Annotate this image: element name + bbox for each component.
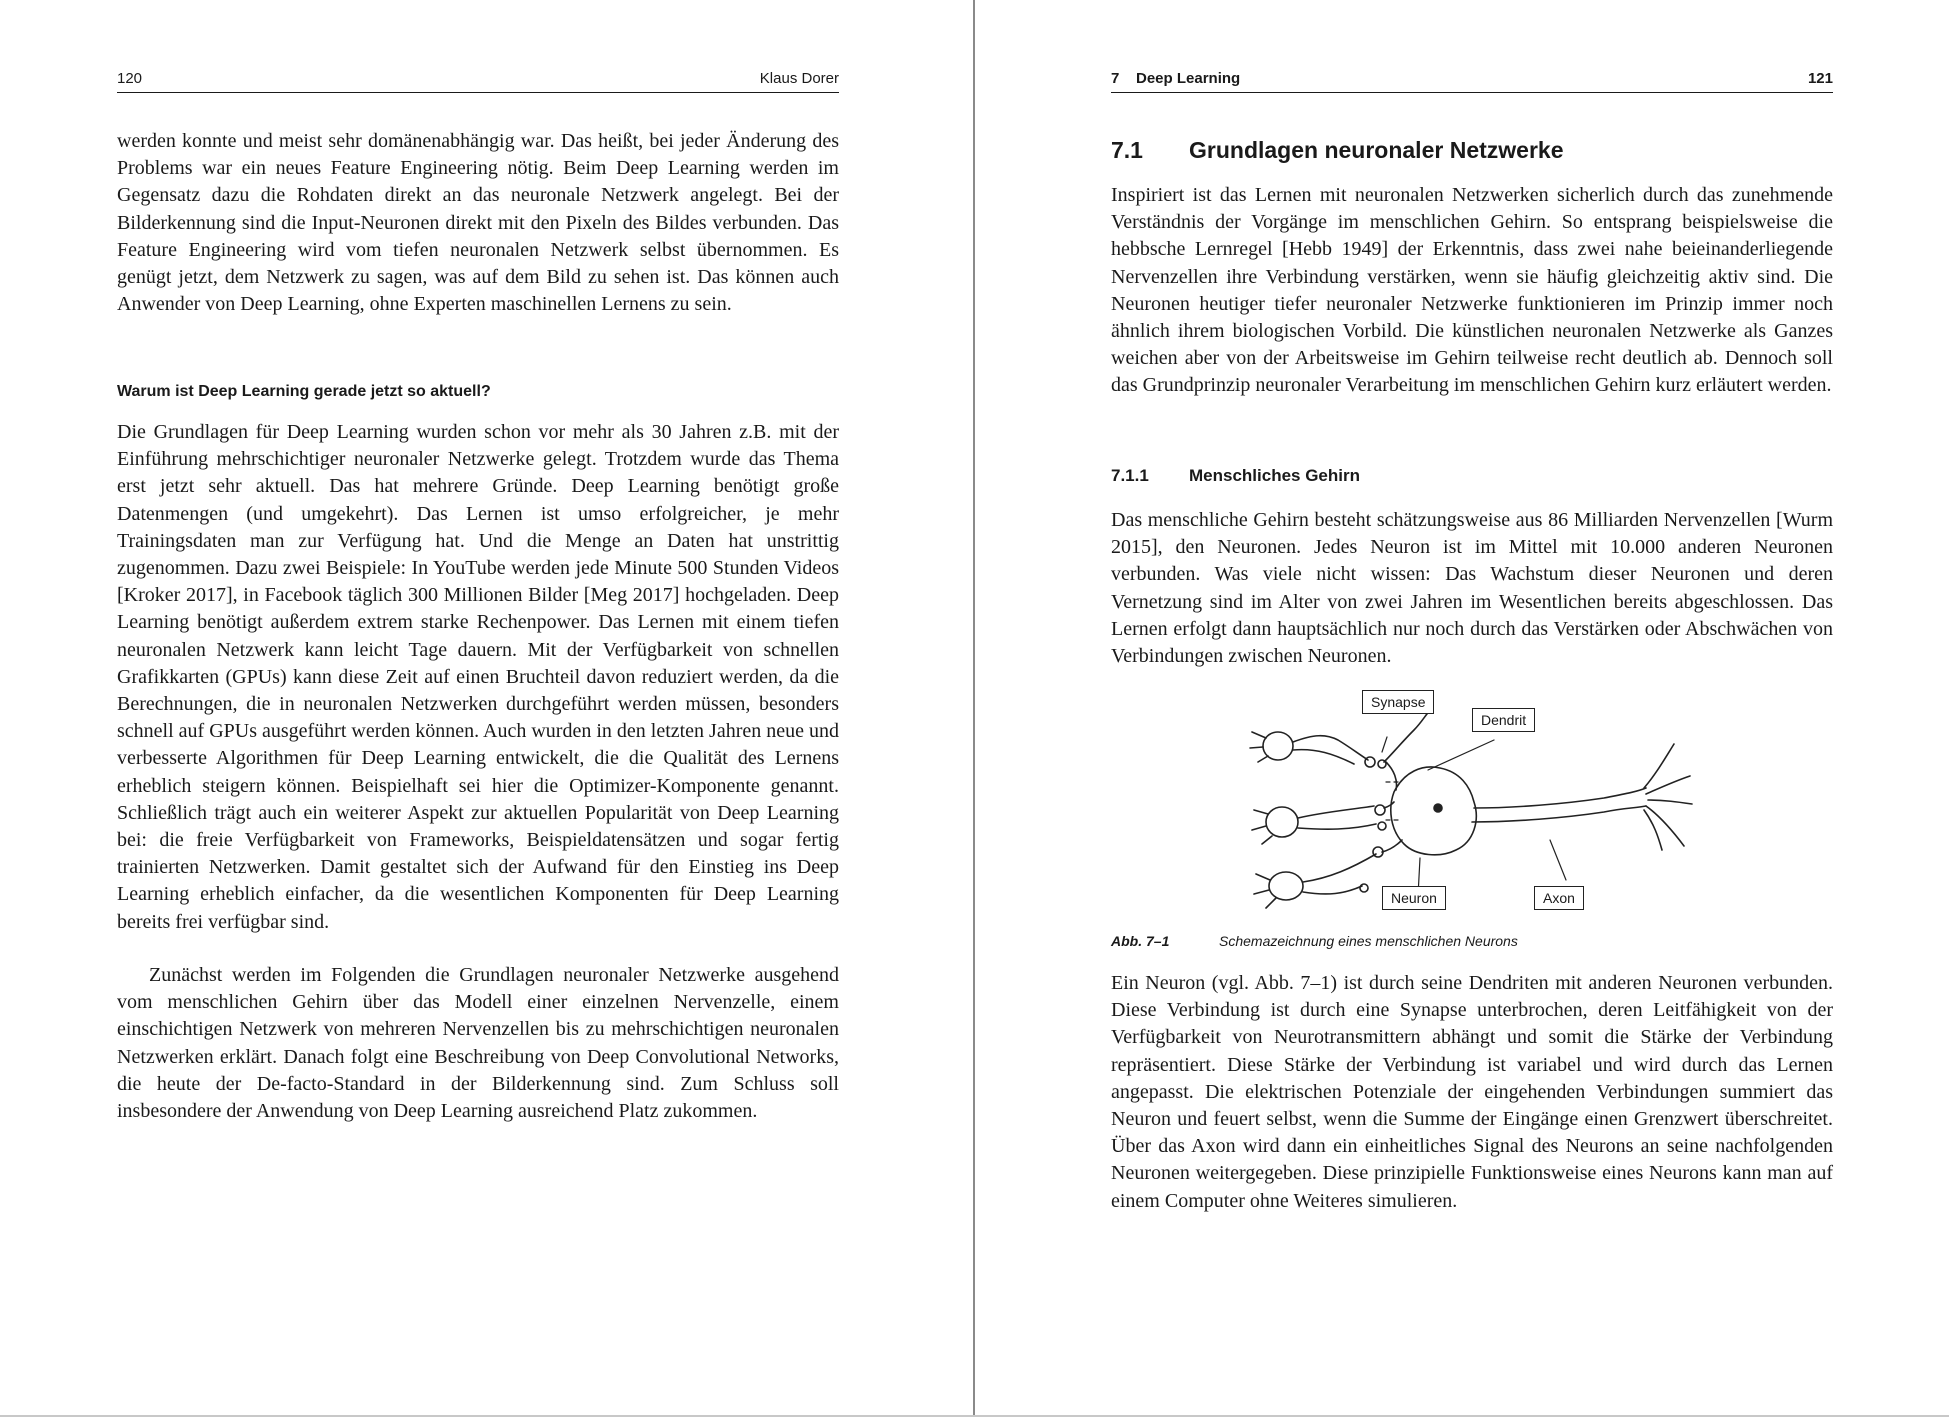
axon-label: Axon	[1534, 886, 1584, 910]
running-head-chapter	[1111, 70, 1240, 88]
left-page	[0, 0, 974, 1417]
subsection-title: Menschliches Gehirn	[1189, 466, 1360, 485]
neuron-label: Neuron	[1382, 886, 1446, 910]
subsection-heading	[1111, 465, 1360, 487]
right-paragraph-1: Inspiriert ist das Lernen mit neuronalen Netzwerken sicherlich durch das zunehmende Verständnis der Vorgänge im menschlichen Gehirn. So entsprang beispielsweise die hebbsche Lernregel [Hebb 1949] der Erkenntnis, dass zwei nahe beieinanderliegende Nervenzellen ihre Verbindung verstärken, wenn sie häufig gleichzeitig aktiv sind. Die Neuronen heutiger tiefer neuronaler Netzwerke funktionieren im Prinzip immer noch ähnlich ihrem biologischen Vorbild. Die künstlichen neuronalen Netzwerke als Ganzes weichen aber von der Arbeitsweise im Gehirn teilweise recht deutlich ab. Dennoch soll das Grundprinzip neuronaler Verarbeitung im menschlichen Gehirn kurz erläutert werden.	[1111, 184, 1833, 397]
running-head-author: Klaus Dorer	[759, 70, 839, 87]
right-page	[976, 0, 1949, 1417]
running-head-left	[117, 70, 839, 93]
neuron-sketch	[1244, 690, 1694, 920]
dendrit-label: Dendrit	[1472, 708, 1535, 732]
run-in-heading: Warum ist Deep Learning gerade jetzt so aktuell?	[117, 383, 491, 400]
left-paragraph-1: werden konnte und meist sehr domänenabhängig war. Das heißt, bei jeder Änderung des Problems war ein neues Feature Engineering nötig. Beim Deep Learning werden im Gegensatz dazu die Rohdaten direkt an das neuronale Netzwerk angelegt. Bei der Bilderkennung sind die Input-Neuronen direkt mit den Pixeln des Bildes verbunden. Das Feature Engineering wird vom tiefen neuronalen Netzwerk selbst übernommen. Es genügt jetzt, dem Netzwerk zu sagen, was auf dem Bild zu sehen ist. Das können auch Anwender von Deep Learning, ohne Experten maschinellen Lernens zu sein.	[117, 130, 839, 316]
right-paragraph-2: Das menschliche Gehirn besteht schätzungsweise aus 86 Milliarden Nervenzellen [Wurm 2015], den Neuronen. Jedes Neuron ist im Mittel mit 10.000 anderen Neuronen verbunden. Was viele nicht wissen: Das Wachstum dieser Neuronen und deren Vernetzung sind im Alter von zwei Jahren im Wesentlichen bereits abgeschlossen. Das Lernen erfolgt dann hauptsächlich nur noch durch das Verstärken oder Abschwächen von Verbindungen zwischen Neuronen.	[1111, 509, 1833, 668]
running-head-right	[1111, 70, 1833, 93]
subsection-number: 7.1.1	[1111, 466, 1149, 485]
caption-text: Schemazeichnung eines menschlichen Neurons	[1219, 933, 1518, 949]
left-paragraph-2: Die Grundlagen für Deep Learning wurden schon vor mehr als 30 Jahren z.B. mit der Einführung mehrschichtiger neuronaler Netzwerke gelegt. Trotzdem wurde das Thema erst jetzt sehr aktuell. Das hat mehrere Gründe. Deep Learning benötigt große Datenmengen (und umgekehrt). Das Lernen ist umso erfolgreicher, je mehr Trainingsdaten man zur Verfügung hat. Und die Menge an Daten hat unstrittig zugenommen. Dazu zwei Beispiele: In YouTube werden jede Minute 500 Stunden Videos [Kroker 2017], in Facebook täglich 300 Millionen Bilder [Meg 2017] hochgeladen. Deep Learning benötigt außerdem extrem starke Rechenpower. Das Lernen mit einem tiefen neuronalen Netzwerk kann leicht Tage dauern. Mit der Verfügbarkeit von schnellen Grafikkarten (GPUs) kann diese Zeit auf einen Bruchteil davon reduziert werden, da die Berechnungen, die in neuronalen Netzwerken durchgeführt werden müssen, besonders schnell auf GPUs ausgeführt werden können. Auch wurden in den letzten Jahren neue und verbesserte Algorithmen für Deep Learning entwickelt, die die Qualität des Lernens erheblich steigern können. Beispielhaft sei hier die Optimizer-Komponente genannt. Schließlich trägt auch ein weiterer Aspekt zur aktuellen Popularität von Deep Learning bei: die freie Verfügbarkeit von Frameworks, Beispieldatensätzen und sogar fertig trainierten Netzwerken. Damit gestaltet sich der Aufwand für den Einstieg ins Deep Learning erheblich einfacher, da die wesentlichen Komponenten für Deep Learning bereits frei verfügbar sind.	[117, 421, 840, 933]
page-number-right: 121	[1807, 70, 1833, 87]
left-paragraph-3: Zunächst werden im Folgenden die Grundlagen neuronaler Netzwerke ausgehend vom menschlichen Gehirn über das Modell einer einzelnen Nervenzelle, einem einschichtigen Netzwerk von mehreren Nervenzellen bis zu mehrschichtigen neuronalen Netzwerken erklärt. Danach folgt eine Beschreibung von Deep Convolutional Networks, die heute der De-facto-Standard in der Bilderkennung sind. Zum Schluss soll insbesondere der Anwendung von Deep Learning ausreichend Platz zukommen.	[117, 964, 839, 1123]
neuron-figure	[1244, 690, 1694, 920]
chapter-number: 7	[1111, 70, 1120, 87]
synapse-label: Synapse	[1362, 690, 1434, 714]
section-heading	[1111, 136, 1563, 164]
figure-caption	[1111, 932, 1833, 950]
book-spine	[973, 0, 975, 1417]
section-title: Grundlagen neuronaler Netzwerke	[1189, 137, 1564, 163]
right-paragraph-3: Ein Neuron (vgl. Abb. 7–1) ist durch seine Dendriten mit anderen Neuronen verbunden. Diese Verbindung ist durch eine Synapse unterbrochen, deren Leitfähigkeit von der Verfügbarkeit von Neurotransmittern abhängt und somit die Stärke der Verbindung repräsentiert. Diese Stärke der Verbindung ist variabel und wird durch das Lernen angepasst. Die elektrischen Potenziale der eingehenden Verbindungen summiert das Neuron und feuert selbst, wenn die Summe der Eingänge einen Grenzwert überschreitet. Über das Axon wird dann ein einheitliches Signal des Neurons an seine nachfolgenden Neuronen weitergegeben. Diese prinzipielle Funktionsweise eines Neurons kann man auf einem Computer ohne Weiteres simulieren.	[1111, 972, 1833, 1212]
chapter-title: Deep Learning	[1136, 70, 1241, 87]
caption-number: Abb. 7–1	[1111, 933, 1170, 949]
page-number-left: 120	[117, 70, 143, 87]
section-number: 7.1	[1111, 137, 1143, 163]
